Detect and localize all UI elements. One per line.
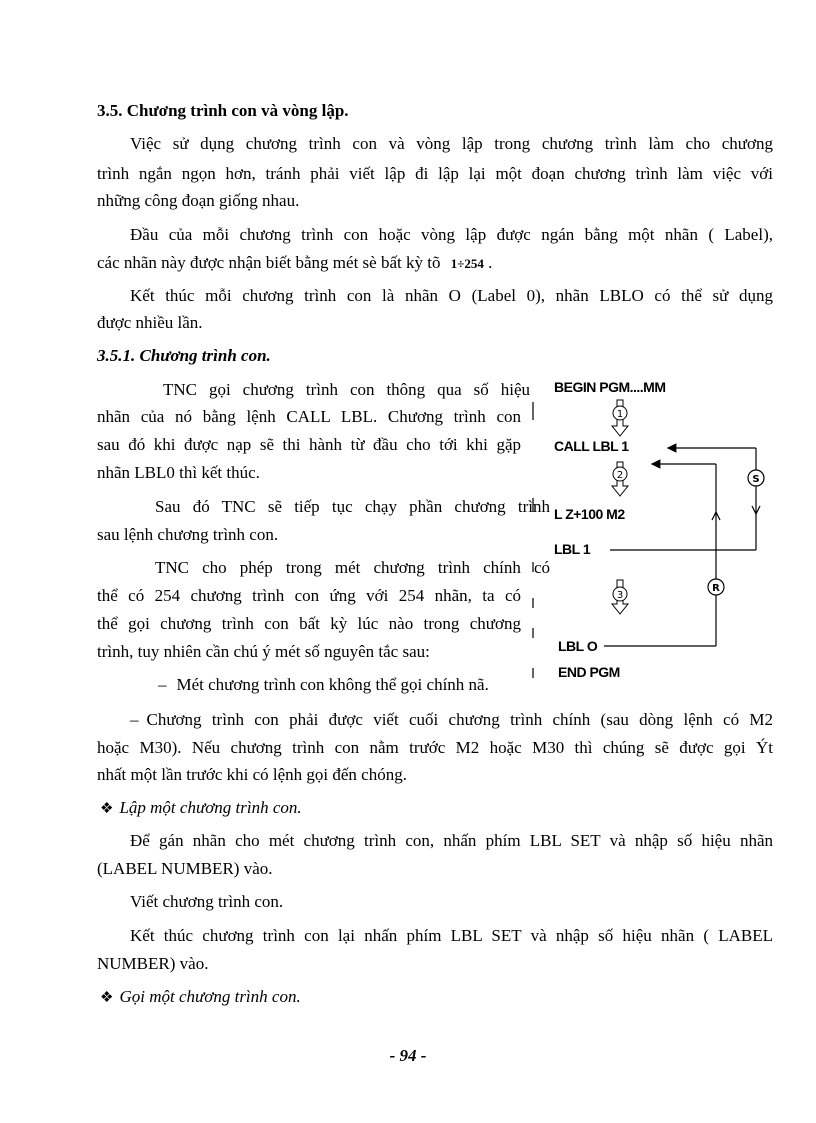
diagram-graphics [520, 372, 780, 682]
sub-p1-line3: sau đó khi được nạp sẽ thi hành từ đầu cho tới khi gặp [97, 435, 521, 454]
diagram-end: END PGM [558, 664, 620, 680]
diagram-lbl0: LBL O [558, 638, 598, 654]
rule1 [158, 674, 489, 696]
step1-label: 1 [616, 409, 624, 420]
para1-line1: Việc sử dụng chương trình con và vòng lập trong chương trình làm cho chương [130, 134, 773, 153]
subroutine-diagram [520, 372, 780, 682]
create-p1-line2: (LABEL NUMBER) vào. [97, 859, 273, 878]
sub-p3-line2: thể có 254 chương trình con ứng với 254 nhãn, ta có [97, 586, 521, 605]
rule2-line1 [130, 709, 773, 731]
para1-line2: trình ngắn ngọn hơn, tránh phải viết lập đi lập lại một đoạn chương trình làm việc với [97, 164, 773, 183]
rule2-text: Chương trình con phải được viết cuối chương trình chính (sau dòng lệnh có M2 [146, 710, 773, 729]
sub-p3-line4: trình, tuy nhiên cần chú ý mét số nguyên tắc sau: [97, 642, 430, 661]
step3-label: 3 [616, 590, 624, 601]
section-heading: 3.5. Chương trình con và vòng lập. [97, 101, 349, 120]
create-title: Lập một chương trình con. [119, 798, 302, 817]
call-heading [100, 986, 301, 1009]
subsection-heading: 3.5.1. Chương trình con. [97, 346, 271, 365]
step2-label: 2 [616, 470, 624, 481]
rule2-line3: nhất một lần trước khi có lệnh gọi đến chóng. [97, 765, 407, 784]
create-heading [100, 797, 302, 820]
para1-line3: những công đoạn giống nhau. [97, 191, 300, 210]
sub-p3-line3: thể gọi chương trình con bất kỳ lúc nào trong chương [97, 614, 521, 633]
para2-end: . [488, 253, 493, 272]
create-p1-line1: Để gán nhãn cho mét chương trình con, nhấn phím LBL SET và nhập số hiệu nhãn [130, 831, 773, 850]
sub-p2-line2: sau lệnh chương trình con. [97, 525, 279, 544]
diagram-lz: L Z+100 M2 [554, 506, 625, 522]
diagram-call: CALL LBL 1 [554, 438, 629, 454]
para2-text: các nhãn này được nhận biết bằng mét sè bất kỳ tõ [97, 253, 441, 272]
sub-p1-line1: TNC gọi chương trình con thông qua số hiệu [163, 380, 530, 399]
rule1-text: Mét chương trình con không thể gọi chính nã. [176, 675, 489, 694]
create-p3-line1: Kết thúc chương trình con lại nhấn phím LBL SET và nhập số hiệu nhãn ( LABEL [130, 926, 773, 945]
rule2-line2: hoặc M30). Nếu chương trình con nằm trước M2 hoặc M30 thì chúng sẽ được gọi Ýt [97, 738, 773, 757]
diamond-bullet-icon: ❖ [100, 801, 114, 817]
para2-line1: Đầu của mỗi chương trình con hoặc vòng lập được ngán bằng một nhãn ( Label), [130, 225, 773, 244]
s-label: S [752, 474, 760, 485]
rule1-dash: – [158, 675, 167, 694]
call-title: Gọi một chương trình con. [119, 987, 301, 1006]
diamond-bullet-icon: ❖ [100, 990, 114, 1006]
create-p2: Viết chương trình con. [130, 892, 284, 911]
para3-line2: được nhiều lần. [97, 313, 203, 332]
diagram-lbl1: LBL 1 [554, 541, 591, 557]
rule2-dash: – [130, 710, 139, 729]
sub-p1-line4: nhãn LBL0 thì kết thúc. [97, 463, 260, 482]
create-p3-line2: NUMBER) vào. [97, 954, 209, 973]
para2-line2 [97, 252, 492, 275]
sub-p1-line2: nhãn của nó bằng lệnh CALL LBL. Chương trình con [97, 407, 521, 426]
page-number: - 94 - [389, 1046, 427, 1065]
label-range: 1÷254 [450, 256, 484, 271]
sub-p3-line1: TNC cho phép trong mét chương trình chính có [155, 558, 550, 577]
sub-p2-line1: Sau đó TNC sẽ tiếp tục chạy phần chương trình [155, 497, 550, 516]
para3-line1: Kết thúc mỗi chương trình con là nhãn O (Label 0), nhãn LBLO có thể sử dụng [130, 286, 773, 305]
diagram-begin: BEGIN PGM....MM [554, 379, 666, 395]
r-label: R [712, 583, 720, 594]
